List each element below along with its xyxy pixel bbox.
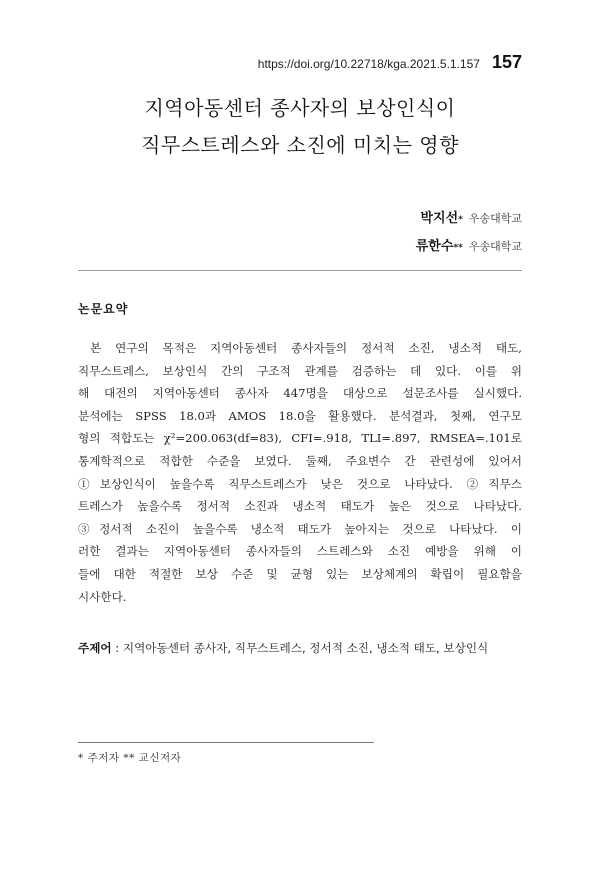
author-affiliation: 우송대학교 — [468, 212, 522, 225]
author-footnote: * 주저자 ** 교신저자 — [78, 752, 182, 764]
abstract-line: 트레스가 높을수록 정서적 소진과 냉소적 태도가 높은 것으로 나타났다. — [78, 499, 522, 514]
abstract-line: 해 대전의 지역아동센터 종사자 447명을 대상으로 설문조사를 실시했다. — [78, 386, 522, 401]
keywords — [78, 637, 522, 659]
page-header — [258, 52, 522, 73]
abstract-line: 시사한다. — [78, 589, 127, 604]
author-footnote-mark: * — [458, 215, 463, 225]
abstract-line: 들에 대한 적절한 보상 수준 및 균형 있는 보상체계의 확립이 필요함을 — [78, 566, 522, 581]
abstract-line: ①보상인식이 높을수록 직무스트레스가 낮은 것으로 나타났다. ②직무스 — [78, 476, 522, 491]
paper-title — [0, 90, 600, 164]
keywords-text: 지역아동센터 종사자, 직무스트레스, 정서적 소진, 냉소적 태도, 보상인식 — [122, 641, 489, 655]
abstract-heading: 논문요약 — [78, 302, 129, 316]
header-divider — [78, 270, 522, 271]
author-name: 박지선 — [420, 211, 459, 226]
abstract-line: 본 연구의 목적은 지역아동센터 종사자들의 정서적 소진, 냉소적 태도, — [90, 341, 522, 355]
abstract-line: 통계학적으로 적합한 수준을 보였다. 둘째, 주요변수 간 관련성에 있어서 — [78, 453, 522, 468]
keywords-label: 주제어 — [78, 641, 112, 655]
abstract-line: 직무스트레스, 보상인식 간의 구조적 관계를 검증하는 데 있다. 이를 위 — [78, 363, 522, 378]
abstract-line: 러한 결과는 지역아동센터 종사자들의 스트레스와 소진 예방을 위해 이 — [78, 544, 522, 559]
page-number: 157 — [491, 52, 522, 72]
author-affiliation: 우송대학교 — [468, 240, 522, 253]
author-name: 류한수 — [415, 239, 454, 254]
author-footnote-mark: ** — [453, 243, 463, 253]
title-line-1: 지역아동센터 종사자의 보상인식이 — [144, 96, 456, 120]
author-entry — [416, 205, 522, 233]
abstract-line: 형의 적합도는 χ²=200.063(df=83), CFI=.918, TLI=.897, RMSEA=.101로 — [78, 431, 522, 446]
title-line-2: 직무스트레스와 소진에 미치는 영향 — [141, 133, 459, 157]
abstract-line: ③정서적 소진이 높을수록 냉소적 태도가 높아지는 것으로 나타났다. 이 — [78, 521, 522, 536]
author-entry — [416, 233, 522, 261]
abstract-body — [78, 337, 522, 608]
doi-link[interactable]: https://doi.org/10.22718/kga.2021.5.1.157 — [257, 57, 480, 71]
keywords-separator: : — [111, 641, 123, 655]
footnote-divider — [78, 742, 374, 743]
abstract-line: 분석에는 SPSS 18.0과 AMOS 18.0을 활용했다. 분석결과, 첫째, 연구모 — [78, 408, 522, 423]
author-list — [416, 205, 522, 261]
